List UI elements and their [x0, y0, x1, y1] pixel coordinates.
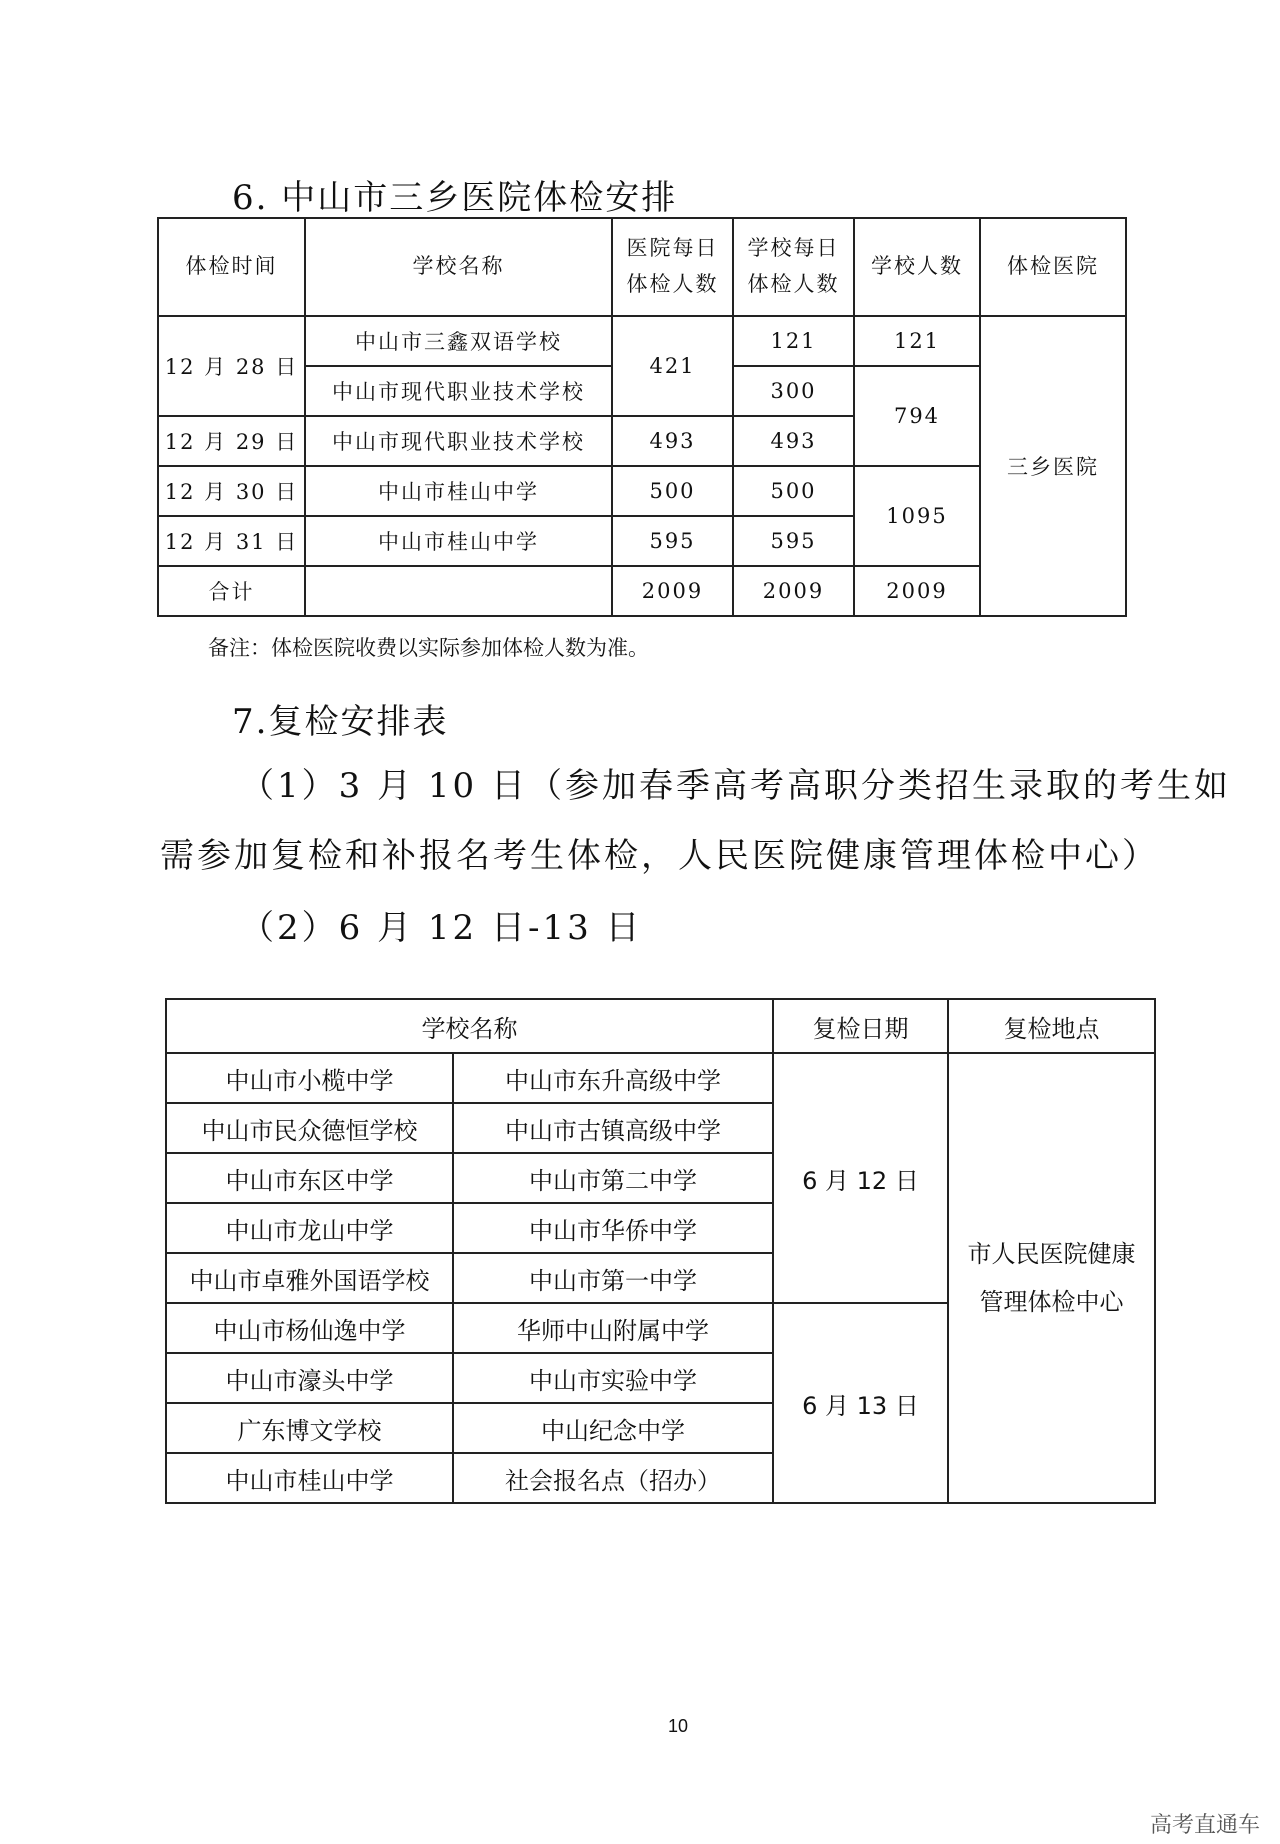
school-cell: 中山市桂山中学: [305, 466, 612, 516]
school-cell: 中山市实验中学: [453, 1353, 773, 1403]
school-daily-cell: 121: [733, 316, 854, 366]
school-cell: 中山纪念中学: [453, 1403, 773, 1453]
school-cell: 中山市桂山中学: [305, 516, 612, 566]
total-hospital-daily: 2009: [612, 566, 733, 616]
header-hospital: 体检医院: [980, 218, 1126, 316]
date-cell: 12 月 30 日: [158, 466, 305, 516]
retest-schedule-table: [165, 998, 1156, 1504]
date-cell: 12 月 31 日: [158, 516, 305, 566]
section-6-note: 备注：体检医院收费以实际参加体检人数为准。: [208, 636, 649, 660]
sanxiang-schedule-table: [157, 217, 1127, 617]
school-total-cell: 121: [854, 316, 980, 366]
total-school-daily: 2009: [733, 566, 854, 616]
total-label: 合计: [158, 566, 305, 616]
school-cell: 中山市濠头中学: [166, 1353, 453, 1403]
school-cell: 中山市桂山中学: [166, 1453, 453, 1503]
school-cell: 中山市民众德恒学校: [166, 1103, 453, 1153]
header-row: [166, 999, 1155, 1053]
school-cell: 中山市东升高级中学: [453, 1053, 773, 1103]
retest-item-1-cont: 需参加复检和补报名考生体检，人民医院健康管理体检中心）: [160, 836, 1159, 876]
hospital-daily-cell: 421: [612, 316, 733, 416]
date-cell: 12 月 28 日: [158, 316, 305, 416]
school-cell: 中山市第一中学: [453, 1253, 773, 1303]
header-retest-date: 复检日期: [773, 999, 948, 1053]
header-school-total: 学校人数: [854, 218, 980, 316]
school-cell: 广东博文学校: [166, 1403, 453, 1453]
school-cell: 中山市现代职业技术学校: [305, 416, 612, 466]
school-cell: 中山市小榄中学: [166, 1053, 453, 1103]
hospital-daily-cell: 595: [612, 516, 733, 566]
header-school-name: 学校名称: [305, 218, 612, 316]
header-school-daily: 学校每日 体检人数: [733, 218, 854, 316]
retest-date-cell: 6 月 12 日: [773, 1053, 948, 1303]
school-cell: 社会报名点（招办）: [453, 1453, 773, 1503]
hospital-cell: 三乡医院: [980, 316, 1126, 616]
header-exam-date: 体检时间: [158, 218, 305, 316]
school-daily-cell: 500: [733, 466, 854, 516]
watermark: 高考直通车: [1150, 1813, 1261, 1838]
school-cell: 中山市华侨中学: [453, 1203, 773, 1253]
school-cell: 中山市古镇高级中学: [453, 1103, 773, 1153]
school-cell: 中山市第二中学: [453, 1153, 773, 1203]
date-cell: 12 月 29 日: [158, 416, 305, 466]
school-total-cell: 1095: [854, 466, 980, 566]
retest-date-cell: 6 月 13 日: [773, 1303, 948, 1503]
table-row: [166, 1053, 1155, 1103]
school-cell: 中山市现代职业技术学校: [305, 366, 612, 416]
hospital-daily-cell: 493: [612, 416, 733, 466]
table-row: [158, 316, 1126, 366]
section-6-title: 6. 中山市三乡医院体检安排: [232, 178, 678, 218]
header-hospital-daily: 医院每日 体检人数: [612, 218, 733, 316]
school-daily-cell: 493: [733, 416, 854, 466]
school-cell: 中山市东区中学: [166, 1153, 453, 1203]
school-cell: 中山市杨仙逸中学: [166, 1303, 453, 1353]
retest-item-1: （1）3 月 10 日（参加春季高考高职分类招生录取的考生如: [240, 766, 1231, 806]
school-daily-cell: 595: [733, 516, 854, 566]
school-cell: 中山市龙山中学: [166, 1203, 453, 1253]
school-cell: 中山市三鑫双语学校: [305, 316, 612, 366]
page-number: 10: [668, 1716, 689, 1736]
school-total-cell: 794: [854, 366, 980, 466]
header-school-name: 学校名称: [166, 999, 773, 1053]
total-school-empty: [305, 566, 612, 616]
school-cell: 中山市卓雅外国语学校: [166, 1253, 453, 1303]
total-school-total: 2009: [854, 566, 980, 616]
section-7-title: 7.复检安排表: [232, 702, 449, 742]
retest-item-2: （2）6 月 12 日-13 日: [240, 908, 643, 948]
hospital-daily-cell: 500: [612, 466, 733, 516]
school-cell: 华师中山附属中学: [453, 1303, 773, 1353]
school-daily-cell: 300: [733, 366, 854, 416]
retest-place-cell: 市人民医院健康 管理体检中心: [948, 1053, 1155, 1503]
header-retest-place: 复检地点: [948, 999, 1155, 1053]
